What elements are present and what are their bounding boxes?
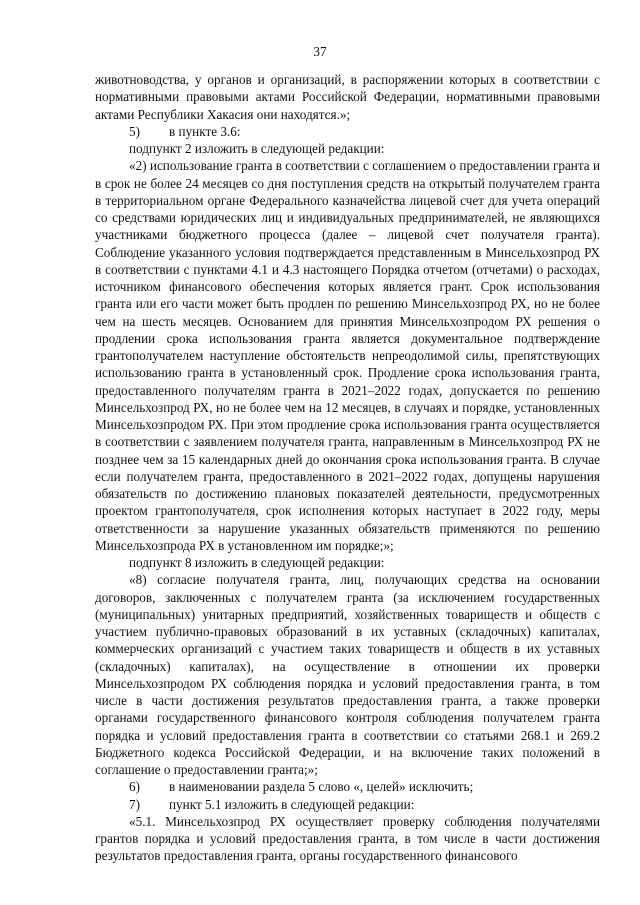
paragraph [95, 813, 600, 865]
paragraph-text: «5.1. Минсельхозпрод РХ осуществляет проверку соблюдения получателями грантов порядка и условий предоставления гранта, в том числе в части достижения результатов предоставления гранта, органы государственного финансового [95, 813, 600, 864]
paragraph-text: подпункт 2 изложить в следующей редакции: [129, 141, 385, 156]
paragraph [95, 123, 600, 140]
paragraph-text: животноводства, у органов и организаций, в распоряжении которых в соответствии с нормативными правовыми актами Российской Федерации, нормативными правовыми актами Республики Хакасия они находятся.»; [95, 72, 600, 122]
document-body [95, 71, 600, 865]
paragraph [95, 157, 600, 554]
paragraph [95, 571, 600, 778]
paragraph-text: пункт 5.1 изложить в следующей редакции: [169, 796, 415, 812]
paragraph [95, 778, 600, 795]
paragraph-text: в наименовании раздела 5 слово «, целей» исключить; [169, 779, 474, 795]
paragraph [95, 554, 600, 571]
list-number: 7) [129, 796, 140, 812]
paragraph-text: подпункт 8 изложить в следующей редакции: [129, 555, 385, 570]
paragraph-text: «2) использование гранта в соответствии с соглашением о предоставлении гранта и в срок не более 24 месяцев со дня поступления средств на открытый получателем гранта в территориальном органе Федерального казначейства лицевой счет для учета операций со средствами юридических лиц и индивидуальных предпринимателей, не являющихся участниками бюджетного процесса (далее – лицевой счет получателя гранта). Соблюдение указанного условия подтверждается представленным в Минсельхозпрод РХ в соответствии с пунктами 4.1 и 4.3 настоящего Порядка отчетом (отчетами) о расходах, источником финансового обеспечения которых является грант. Срок использования гранта или его части может быть продлен по решению Минсельхозпрод РХ, но не более чем на шесть месяцев. Основанием для принятия Минсельхозпродом РХ решения о продлении срока использования гранта является документальное подтверждение грантополучателем наступление обстоятельств непреодолимой силы, препятствующих использованию гранта в установленный срок. Продление срока использования гранта, предоставленного получателям гранта в 2021–2022 годах, допускается по решению Минсельхозпрод РХ, но не более чем на 12 месяцев, в случаях и порядке, установленных Минсельхозпродом РХ. При этом продление срока использования гранта осуществляется в соответствии с заявлением получателя гранта, направленным в Минсельхозпрод РХ не позднее чем за 15 календарных дней до окончания срока использования гранта. В случае если получателем гранта, предоставленного в 2021–2022 годах, допущены нарушения обязательств по достижению плановых показателей деятельности, предусмотренных проектом грантополучателя, срок исполнения которых наступает в 2022 году, меры ответственности за нарушение указанных обязательств применяются по решению Минсельхозпрода РХ в установленном им порядке;»; [95, 158, 600, 553]
list-number: 6) [129, 779, 140, 795]
paragraph [95, 140, 600, 157]
paragraph-text: «8) согласие получателя гранта, лиц, получающих средства на основании договоров, заключенных с получателем гранта (за исключением государственных (муниципальных) унитарных предприятий, хозяйственных товариществ и обществ с участием публично-правовых образований в их уставных (складочных) капиталах, коммерческих организаций с участием таких товариществ и обществ в их уставных (складочных) капиталах), на осуществление в отношении их проверки Минсельхозпродом РХ соблюдения порядка и условий предоставления гранта, в том числе в части достижения результатов предоставления гранта, а также проверки органами государственного финансового контроля соблюдения получателем гранта порядка и условий предоставления гранта в соответствии со статьями 268.1 и 269.2 Бюджетного кодекса Российской Федерации, и на включение таких положений в соглашение о предоставлении гранта;»; [95, 572, 600, 777]
paragraph [95, 71, 600, 123]
list-number: 5) [129, 123, 140, 139]
paragraph-text: в пункте 3.6: [169, 123, 241, 139]
paragraph [95, 796, 600, 813]
page-number: 37 [313, 44, 327, 59]
